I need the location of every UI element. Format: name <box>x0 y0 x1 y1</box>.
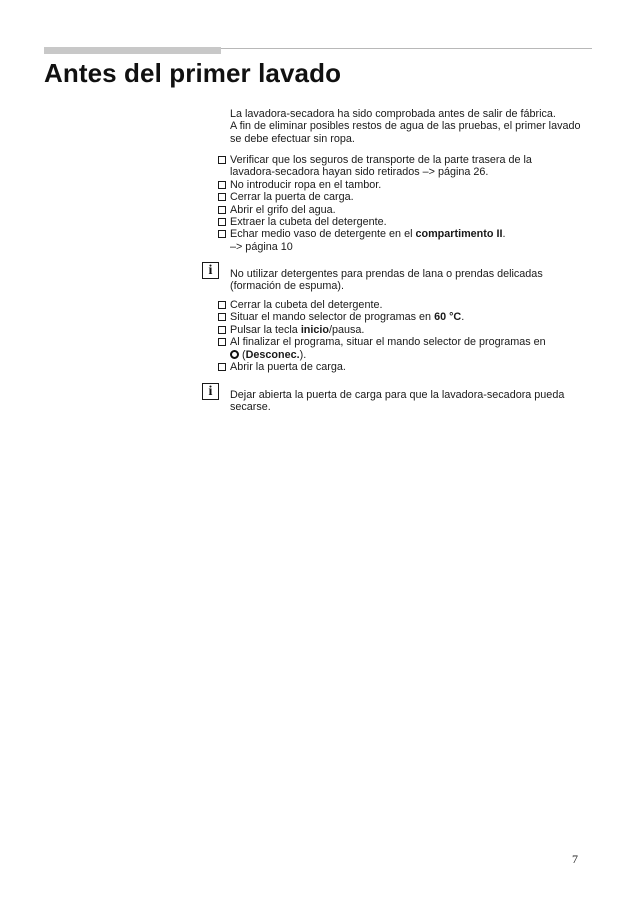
power-off-icon <box>230 350 239 359</box>
list-item: Cerrar la cubeta del detergente. <box>218 299 592 311</box>
intro-line-2: A fin de eliminar posibles restos de agua de las pruebas, el primer lavado se debe efectuar sin ropa. <box>230 120 581 145</box>
list-item: Extraer la cubeta del detergente. <box>218 216 592 228</box>
intro-line-1: La lavadora-secadora ha sido comprobada antes de salir de fábrica. <box>230 108 556 120</box>
checkbox-bullet-icon <box>218 218 226 226</box>
list-item: Al finalizar el programa, situar el mando selector de programas en (Desconec.). <box>218 336 592 361</box>
info-icon: i <box>202 383 219 400</box>
steps-list-1 <box>218 154 592 253</box>
header-accent-bar <box>44 47 221 54</box>
checkbox-bullet-icon <box>218 326 226 334</box>
intro-text <box>230 108 592 145</box>
list-item: No introducir ropa en el tambor. <box>218 179 592 191</box>
checkbox-bullet-icon <box>218 338 226 346</box>
checkbox-bullet-icon <box>218 181 226 189</box>
list-item: Verificar que los seguros de transporte de la parte trasera de la lavadora-secadora hayan sido retirados –> página 26. <box>218 154 592 179</box>
list-item: Situar el mando selector de programas en 60 °C. <box>218 311 592 323</box>
list-item: Pulsar la tecla inicio/pausa. <box>218 324 592 336</box>
note-1: No utilizar detergentes para prendas de lana o prendas delicadas (formación de espuma). <box>230 268 543 293</box>
page-title: Antes del primer lavado <box>44 58 342 88</box>
list-item: Echar medio vaso de detergente en el compartimento II. –> página 10 <box>218 228 592 253</box>
checkbox-bullet-icon <box>218 363 226 371</box>
checkbox-bullet-icon <box>218 313 226 321</box>
page-number: 7 <box>572 852 578 866</box>
note-2: Dejar abierta la puerta de carga para que la lavadora-secadora pueda secarse. <box>230 389 565 414</box>
checkbox-bullet-icon <box>218 301 226 309</box>
info-icon: i <box>202 262 219 279</box>
checkbox-bullet-icon <box>218 193 226 201</box>
checkbox-bullet-icon <box>218 156 226 164</box>
checkbox-bullet-icon <box>218 230 226 238</box>
list-item: Cerrar la puerta de carga. <box>218 191 592 203</box>
list-item: Abrir el grifo del agua. <box>218 204 592 216</box>
steps-list-2 <box>218 299 592 373</box>
list-item: Abrir la puerta de carga. <box>218 361 592 373</box>
checkbox-bullet-icon <box>218 206 226 214</box>
